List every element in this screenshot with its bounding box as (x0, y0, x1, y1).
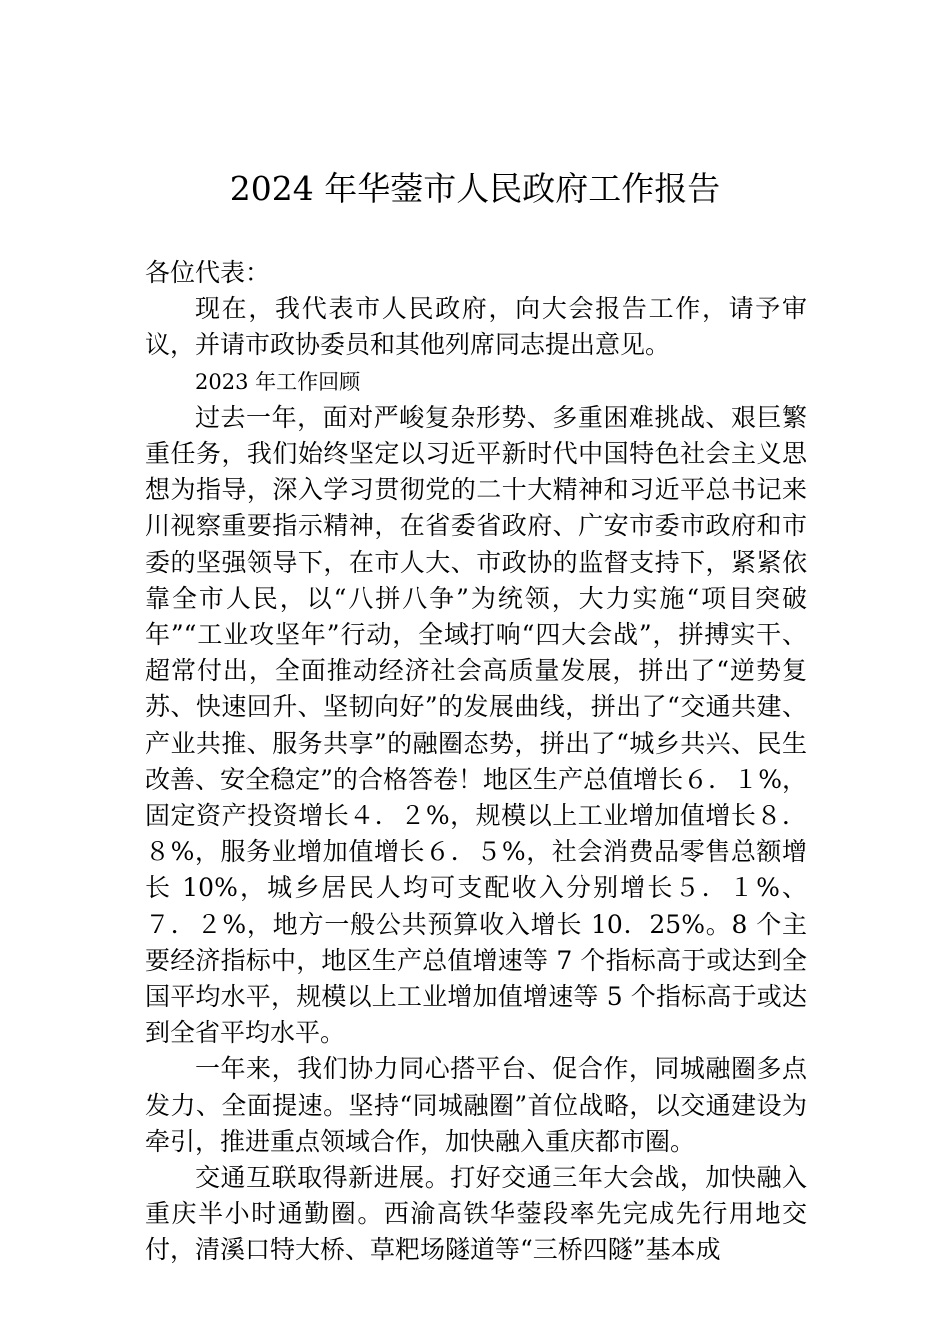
document-title: 2024 年华蓥市人民政府工作报告 (229, 169, 721, 208)
paragraph-transport: 交通互联取得新进展。打好交通三年大会战，加快融入重庆半小时通勤圈。西渝高铁华蓥段率先完成先行用地交付，清溪口特大桥、草粑场隧道等“三桥四隧”基本成 (145, 1163, 807, 1265)
section-heading: 2023 年工作回顾 (195, 369, 361, 394)
paragraph-intro: 现在，我代表市人民政府，向大会报告工作，请予审议，并请市政协委员和其他列席同志提出意见。 (145, 294, 807, 360)
salutation: 各位代表： (145, 258, 271, 287)
paragraph-review: 过去一年，面对严峻复杂形势、多重困难挑战、艰巨繁重任务，我们始终坚定以习近平新时代中国特色社会主义思想为指导，深入学习贯彻党的二十大精神和习近平总书记来川视察重要指示精神，在省委省政府、广安市委市政府和市委的坚强领导下，在市人大、市政协的监督支持下，紧紧依靠全市人民，以“八拼八争”为统领，大力实施“项目突破年”“工业攻坚年”行动，全域打响“四大会战”，拼搏实干、超常付出，全面推动经济社会高质量发展，拼出了“逆势复苏、快速回升、坚韧向好”的发展曲线，拼出了“交通共建、产业共推、服务共享”的融圈态势，拼出了“城乡共兴、民生改善、安全稳定”的合格答卷！地区生产总值增长６．１%，固定资产投资增长４．２%，规模以上工业增加值增长８．８%，服务业增加值增长６．５%，社会消费品零售总额增长 10%，城乡居民人均可支配收入分别增长５．１%、７．２%，地方一般公共预算收入增长 10．25%。8 个主要经济指标中，地区生产总值增速等 7 个指标高于或达到全国平均水平，规模以上工业增加值增速等 5 个指标高于或达到全省平均水平。 (145, 402, 807, 1048)
paragraph-integration: 一年来，我们协力同心搭平台、促合作，同城融圈多点发力、全面提速。坚持“同城融圈”首位战略，以交通建设为牵引，推进重点领域合作，加快融入重庆都市圈。 (145, 1054, 807, 1156)
document-body (145, 255, 807, 1269)
